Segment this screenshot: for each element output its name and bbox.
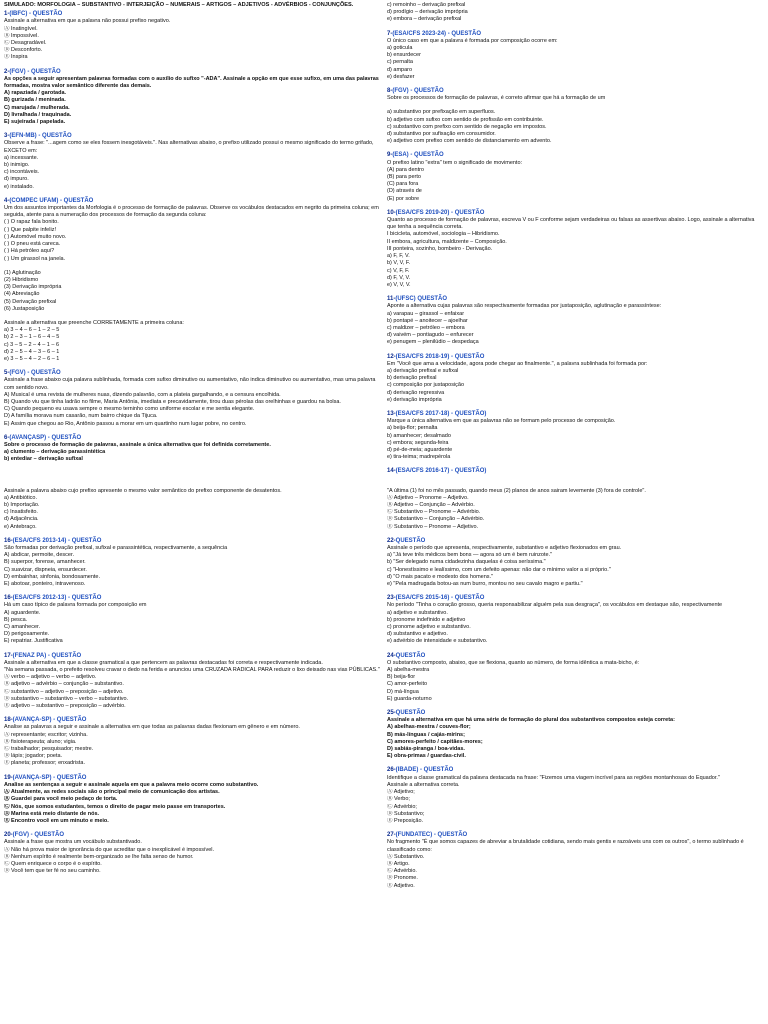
question-line: d) substantivo por sufixação em consumidor. [387, 131, 496, 138]
spacer [387, 81, 763, 88]
question-number: 8- [387, 88, 393, 95]
question-source: (ESA/CFS 2017-18) - QUESTÃO) [395, 410, 487, 417]
question-line: Ⓑ Artigo. [387, 860, 410, 867]
question-number: 2- [4, 68, 10, 75]
question-line: Ⓐ representante; escritor; vizinha. [4, 731, 88, 738]
question-heading [4, 69, 380, 76]
question-line: D) embainhar, sinfonia, bondosamente. [4, 573, 101, 580]
question-line: Ⓓ Substantivo – Conjunção – Advérbio. [387, 516, 485, 523]
spacer [4, 263, 380, 270]
question-line: ( ) Que palpite infeliz! [4, 226, 56, 233]
spacer [387, 404, 763, 411]
question-line: A) abelhas-mestra / couves-flor; [387, 724, 471, 731]
question-line: b) 2 – 3 – 1 – 6 – 4 – 5 [4, 334, 60, 341]
question-statement: Assinale a frase abaixo cuja palavra sublinhada, formada com sufixo diminutivo ou aumentativo, não indica diminutivo ou aumentativo, mas uma palavra com sentido novo. [4, 377, 376, 391]
question-line: d) substantivo e adjetivo. [387, 631, 448, 638]
question-line: A) aguardente. [4, 609, 41, 616]
question-line: d) amparo [387, 66, 413, 73]
question-source: QUESTÃO [395, 537, 426, 544]
question-line: a) substantivo por prefixação em superfluos. [387, 109, 496, 116]
question-line: e) derivação imprópria [387, 396, 442, 403]
question-line: Assinale o período que apresenta, respectivamente, substantivo e adjetivo flexionados em grau. [387, 545, 622, 551]
question-number: 11- [387, 296, 396, 303]
question-line: ( ) O rapaz fala bonito. [4, 219, 59, 226]
question-statement: As opções a seguir apresentam palavras formadas com o auxílio do sufixo "-ADA". Assinale a opção em que esse sufixo, em uma das palavras formadas, mostra valor semântico diferente das demais. [4, 75, 379, 90]
question-source: (EFN-MB) - QUESTÃO [9, 133, 72, 140]
question-line: (B) para perto [387, 174, 421, 181]
question-heading [387, 88, 763, 95]
question-line: Ⓒ Nós, que somos estudantes, temos o direito de pagar meio passe em transportes. [4, 803, 226, 810]
question-line: (3) Derivação imprópria [4, 284, 62, 291]
question-line: (2) Hibridismo [4, 276, 39, 283]
question-line: Ⓒ Substantivo – Pronome – Advérbio. [387, 509, 481, 516]
spacer [4, 428, 380, 435]
question-line: Assinale a alternativa em que há uma série de formação do plural dos substantivos compostos esteja correta: [387, 717, 675, 724]
question-line: b) amanhecer; desalmado [387, 432, 451, 439]
question-line: Ⓑ fisioterapeuta; aluno; vigia. [4, 738, 77, 745]
question-line: B) beija-flor [387, 674, 416, 681]
question-line: I bicicleta, automóvel, sociologia – Hibridismo. [387, 231, 500, 238]
question-number: 23- [387, 595, 396, 602]
question-line: Ⓒ Advérbio. [387, 868, 417, 875]
question-line: Ⓐ Adjetivo – Pronome – Adjetivo. [387, 494, 469, 501]
question-source: (UFSC) QUESTÃO [395, 296, 448, 303]
question-source: (FGV) - QUESTÃO [9, 370, 61, 377]
question-number: 10- [387, 209, 396, 216]
question-line: c) pernalta [387, 59, 413, 66]
left-column [4, 2, 380, 875]
question-heading [4, 832, 380, 839]
question-line: A) abelha-mestra [387, 667, 430, 674]
question-line: Ⓐ Inatingível. [4, 25, 38, 32]
question-line: Ⓔ Substantivo – Pronome – Adjetivo. [387, 523, 479, 530]
question-line: Assinale a alternativa que preenche CORRETAMENTE a primeira coluna: [4, 319, 184, 326]
question-line: Ⓔ Adjetivo. [387, 882, 415, 889]
question-source: (ESA) - QUESTÃO [392, 152, 444, 159]
question-heading [4, 717, 380, 724]
question-line: Ⓑ Guardei para você meio pedaço de torta. [4, 796, 118, 803]
question-line: d) impuro. [4, 176, 29, 183]
question-heading [4, 653, 380, 660]
question-line: (C) para fora [387, 181, 419, 188]
question-line: Assinale a alternativa em que a palavra não possui prefixo negativo. [4, 18, 171, 25]
question-line: O substantivo composto, abaixo, que se flexiona, quanto ao número, de forma idêntica a mata-bicho, é: [387, 659, 640, 666]
question-line: E) obra-primas / guardas-civil. [387, 753, 466, 760]
question-number: 26- [387, 767, 396, 774]
question-line: a) "Já teve três médicos bem bons — agora só um é bem ruinzote." [387, 552, 553, 559]
question-line: e) advérbio de intensidade e substantivo. [387, 638, 488, 645]
spacer [4, 768, 380, 775]
question-line: (6) Justaposição [4, 305, 45, 312]
question-line: a) derivação prefixal e sufixal [387, 367, 459, 374]
question-line: Ⓒ Advérbio; [387, 803, 417, 810]
question-number: 7- [387, 30, 393, 37]
question-heading [387, 31, 763, 38]
question-heading [4, 133, 380, 140]
question-line: b) adjetivo com sufixo com sentido de profissão em contribuinte. [387, 116, 544, 123]
question-number: 18- [4, 717, 13, 724]
question-line: e) embora – derivação prefixal [387, 16, 462, 23]
question-statement: B) Quando viu que tinha ladrão no filme, Maria Antônia, imediata e precavidamente, tirou duas pérolas das orelhinhas e guardou na bolsa. [4, 398, 341, 405]
question-line: Ⓓ Você tem que ter fé no seu caminho. [4, 868, 101, 875]
question-source: (ESA/CFS 2015-16) - QUESTÃO [395, 595, 485, 602]
spacer [387, 102, 763, 109]
question-line: Assinale a palavra abaixo cujo prefixo apresente o mesmo valor semântico do prefixo componente de desatentos. [4, 487, 282, 494]
question-line: Ⓑ Verbo; [387, 796, 410, 803]
spacer [387, 347, 763, 354]
question-number: 1- [4, 11, 10, 18]
question-line: c) remoinho – derivação prefixal [387, 2, 466, 8]
question-line: e) Antebraço. [4, 523, 37, 530]
question-line: (D) através de [387, 188, 422, 195]
question-number: 14- [387, 468, 396, 475]
question-source: QUESTÃO [395, 710, 426, 717]
spacer [387, 203, 763, 210]
question-line: E) Assim que chegou ao Rio, Antônio passou a morar em um quartinho num lugar pobre, no centro. [4, 420, 247, 427]
question-line: Sobre o processo de formação de palavras, assinale a única alternativa que foi definida corretamente. [4, 441, 271, 448]
question-source: (AVANÇA-SP) - QUESTÃO [12, 774, 87, 781]
question-line: III ponteira, sozinho, bombeiro - Derivação. [387, 245, 493, 252]
question-line: Ⓐ Adjetivo; [387, 789, 415, 796]
question-statement: No fragmento "É que somos capazes de abreviar a brutalidade cotidiana, sendo mais gentis e razoáveis uns com os outros", o termo sublinhado é classificado como: [387, 839, 744, 853]
question-line: Ⓓ Pronome. [387, 875, 418, 882]
question-number: 12- [387, 353, 396, 360]
question-line: c) "Honestíssimo e lealíssimo, com um defeito apenas: não dar o mínimo valor a si próprio." [387, 566, 611, 573]
spacer [387, 646, 763, 653]
question-line: Analise as sentenças a seguir e assinale aquela em que a palavra meio ocorre como substantivo. [4, 781, 259, 788]
question-number: 13- [387, 410, 396, 417]
question-heading [4, 538, 380, 545]
question-source: (ESA/CFS 2016-17) - QUESTÃO) [395, 468, 487, 475]
question-line: c) 3 – 5 – 2 – 4 – 1 – 6 [4, 341, 60, 348]
question-heading [387, 152, 763, 159]
question-statement: Quanto ao processo de formação de palavras, escreva V ou F conforme sejam verdadeiras ou falsas as assertivas abaixo. Logo, assinale a alternativa que tenha a sequência correta. [387, 217, 755, 231]
question-source: (ESA/CFS 2019-20) - QUESTÃO [395, 209, 485, 216]
question-line: São formadas por derivação prefixal, sufixal e parassintética, respectivamente, a sequência [4, 545, 228, 551]
question-source: (FGV) - QUESTÃO [9, 68, 61, 75]
question-line: Sobre os processos de formação de palavras, é correto afirmar que há a formação de um [387, 95, 606, 102]
question-number: 20- [4, 832, 13, 839]
question-line: a) adjetivo e substantivo. [387, 609, 448, 616]
question-statement: No período "Tinha o coração grosso, queria responsabilizar alguém pela sua desgraça", os vocábulos em destaque são, respectivamente [387, 602, 723, 609]
question-number: 22- [387, 537, 396, 544]
spacer [387, 531, 763, 538]
question-line: e) penugem – plenilúdio – despedaça [387, 339, 479, 346]
question-line: C) amores-perfeito / capitães-mores; [387, 738, 483, 745]
question-statement: Analise as palavras a seguir e assinale a alternativa em que todas as palavras dadas flexionam em gênero e em número. [4, 724, 300, 731]
question-line: e) instalado. [4, 183, 34, 190]
question-line: A) Musical é uma revista de mulheres nuas, dizendo palavrão, com a plateia gargalhando, e a censura encolhida. [4, 391, 281, 398]
question-line: Ⓔ planeta; professor; enxadrista. [4, 760, 86, 767]
question-line: Assinale a alternativa correta. [387, 781, 460, 788]
question-heading [387, 468, 763, 475]
question-source: (FGV) - QUESTÃO [12, 832, 65, 839]
question-source: (AVANÇA-SP) - QUESTÃO [12, 717, 87, 724]
question-line: e) "Pela madrugada botou-as num burro, montou no seu cavalo magro e partiu." [387, 581, 583, 588]
question-heading [387, 767, 763, 774]
question-line: e) adjetivo com prefixo com sentido de distanciamento em advento. [387, 138, 552, 145]
question-heading [387, 296, 763, 303]
question-line: O prefixo latino "extra" tem o significado de movimento: [387, 159, 523, 166]
question-line: b) "Ser delegado numa cidadezinha daquelas é coisa seríssima." [387, 559, 546, 566]
question-number: 9- [387, 152, 393, 159]
spacer [387, 703, 763, 710]
spacer [4, 464, 380, 476]
question-line: B) pesca. [4, 616, 28, 623]
question-line: Ⓐ verbo – adjetivo – verbo – adjetivo. [4, 674, 97, 681]
spacer [4, 191, 380, 198]
question-number: 24- [387, 652, 396, 659]
question-heading [4, 11, 380, 18]
question-line: Ⓒ Quem enriquece o corpo é o espírito. [4, 860, 102, 867]
spacer [4, 62, 380, 69]
question-line: c) embora; segunda-feira [387, 439, 449, 446]
question-line: d) derivação regressiva [387, 389, 445, 396]
question-line: c) V, F, F. [387, 267, 410, 274]
question-line: Marque a única alternativa em que as palavras não se formam pelo processo de composição. [387, 418, 616, 425]
question-line: Ⓓ Marina está meio distante de nós. [4, 810, 100, 817]
question-line: ( ) O pneu está careca. [4, 241, 61, 248]
question-source: (ESA/CFS 2012-13) - QUESTÃO [12, 595, 102, 602]
question-line: (1) Aglutinação [4, 269, 41, 276]
question-line: d) Adjacência. [4, 516, 39, 523]
question-number: 6- [4, 434, 10, 441]
question-line: d) pé-de-meia; aguardente [387, 446, 453, 453]
question-heading [4, 435, 380, 442]
question-line: b) pronome indefinido e adjetivo [387, 616, 466, 623]
question-line: e) V, V, V. [387, 281, 411, 288]
question-line: II embora, agricultura, maldizente – Composição. [387, 238, 507, 245]
question-source: (AVANÇASP) - QUESTÃO [9, 434, 82, 441]
question-line: a) beija-flor; pernalta [387, 425, 438, 432]
question-line: E) abotoar, ponteiro, intravenoso. [4, 581, 86, 588]
question-number: 27- [387, 832, 396, 839]
question-number: 25- [387, 710, 396, 717]
question-line: Ⓐ Atualmente, as redes sociais são o principal meio de comunicação dos artistas. [4, 789, 220, 796]
question-line: O único caso em que a palavra é formada por composição ocorre em: [387, 37, 558, 44]
question-heading [387, 354, 763, 361]
question-heading [4, 595, 380, 602]
question-heading [387, 411, 763, 418]
question-heading [4, 198, 380, 205]
question-line: d) 2 – 5 – 4 – 3 – 6 – 1 [4, 348, 60, 355]
right-column [387, 2, 763, 890]
question-line: d) "O mais pacato e modesto dos homens." [387, 573, 494, 580]
question-line: b) ensurdecer [387, 52, 421, 59]
question-line: c) maldizer – petróleo – embora [387, 324, 465, 331]
question-line: Ⓑ adjetivo – advérbio – conjunção – substantivo. [4, 681, 124, 688]
question-statement: "Na semana passada, o prefeito resolveu cravar o dedo na ferida e anunciou uma CRUZADA RADICAL PARA reduzir o lixo deixado nas vias PÚBLICAS." [4, 667, 380, 674]
question-line: a) clumento – derivação parassintética [4, 449, 106, 456]
question-heading [387, 210, 763, 217]
right-question-flow [387, 2, 763, 890]
question-line: D) livralhada / traquinada. [4, 111, 72, 118]
question-line: ( ) Há petróleo aqui? [4, 248, 55, 255]
question-source: (IBADE) - QUESTÃO [395, 767, 454, 774]
spacer [4, 313, 380, 320]
question-line: Ⓑ Impossível. [4, 32, 39, 39]
question-line: Ⓔ Preposição. [387, 817, 424, 824]
question-line: c) pronome adjetivo e substantivo. [387, 624, 471, 631]
question-line: b) entediar – derivação sufixal [4, 456, 83, 463]
question-heading [387, 538, 763, 545]
question-line: C) amor-perfeito [387, 681, 428, 688]
question-source: (FENAZ PA) - QUESTÃO [12, 652, 82, 659]
spacer [4, 531, 380, 538]
question-line: A) abdicar, permoite, descer. [4, 552, 75, 559]
question-line: c) Insatisfeito. [4, 509, 38, 516]
question-number: 3- [4, 133, 10, 140]
question-line: b) derivação prefixal [387, 375, 437, 382]
question-line: B) más-línguas / cajás-mirins; [387, 731, 465, 738]
question-line: E) guarda-noturno [387, 695, 432, 702]
question-source: (IBFC) - QUESTÃO [9, 11, 63, 18]
question-line: ( ) Um girassol na janela. [4, 255, 66, 262]
question-number: 16- [4, 595, 13, 602]
question-line: (5) Derivação prefixal [4, 298, 57, 305]
question-line: D) sabiás-piranga / boa-vidas. [387, 746, 465, 753]
question-line: (4) Abreviação [4, 291, 40, 298]
question-line: e) tira-teima; madrepérola [387, 454, 451, 461]
question-line: B) superpor, forense, amanhecer. [4, 559, 86, 566]
question-line: Ⓒ Desagradável. [4, 40, 47, 47]
question-heading [387, 595, 763, 602]
question-source: (ESA/CFS 2023-24) - QUESTÃO [392, 30, 482, 37]
question-line: Ⓔ Inspira [4, 54, 28, 61]
question-line: e) desfazer [387, 73, 415, 80]
question-line: Ⓐ Substantivo. [387, 853, 425, 860]
question-source: (ESA/CFS 2018-19) - QUESTÃO [395, 353, 485, 360]
document-title: SIMULADO: MORFOLOGIA – SUBSTANTIVO - INTERJEIÇÃO – NUMERAIS – ARTIGOS – ADJETIVOS - ADVÉRBIOS - CONJUNÇÕES. [4, 2, 354, 8]
question-statement: Assinale a alternativa em que a classe gramatical a que pertencem as palavras destacadas foi correta e respectivamente indicada. [4, 659, 323, 666]
question-source: (ESA/CFS 2013-14) - QUESTÃO [12, 537, 102, 544]
question-line: E) repatriar. Justificativa [4, 638, 63, 645]
question-line: a) incessante. [4, 154, 39, 161]
question-source: (FGV) - QUESTÃO [392, 88, 444, 95]
question-line: C) Quando pequeno eu usava sempre o mesmo terninho como uniforme escolar e me sentia elegante. [4, 406, 255, 413]
question-number: 16- [4, 537, 13, 544]
question-line: c) substantivo com prefixo com sentido de negação em impostos. [387, 123, 547, 130]
question-line: d) vaivém – pontiagudo – enfurecer [387, 332, 474, 339]
question-line: Ⓒ substantivo – adjetivo – preposição – adjetivo. [4, 688, 124, 695]
question-line: Ⓓ Substantivo; [387, 810, 425, 817]
question-line: C) amanhecer. [4, 624, 41, 631]
question-number: 19- [4, 774, 13, 781]
spacer [4, 646, 380, 653]
question-line: Aponte a alternativa cujas palavras são respectivamente formadas por justaposição, aglutinação e parassíntese: [387, 303, 662, 310]
question-line: C) suavizar, dispneia, ensurdecer. [4, 566, 87, 573]
question-line: Ⓒ trabalhador; pesquisador; mestre. [4, 746, 94, 753]
question-line: a) F, F, V. [387, 253, 410, 260]
question-line: E) sujeirada / papelada. [4, 119, 66, 126]
question-line: b) pontapé – anoitecer – ajoelhar [387, 317, 468, 324]
question-line: Ⓓ Desconforto. [4, 47, 43, 54]
question-line: d) F, V, V. [387, 274, 411, 281]
question-line: b) Importação. [4, 501, 40, 508]
question-line: C) marujada / mulherada. [4, 104, 70, 111]
question-line: b) V, V, F. [387, 260, 411, 267]
question-heading [4, 370, 380, 377]
question-line: Ⓑ Nenhum espírito é realmente bem-organizado se lhe falta senso de humor. [4, 853, 194, 860]
question-line: Há um caso típico de palavra formada por composição em [4, 602, 147, 609]
question-statement: Observe a frase: "...agem como se eles fossem inesgotáveis.". Nas alternativas abaixo, o prefixo utilizado possui o mesmo significado do termo grifado, EXCETO em: [4, 140, 374, 154]
question-heading [387, 653, 763, 660]
left-question-flow [4, 11, 380, 875]
question-line: Ⓔ Encontro você em um minuto e meio. [4, 817, 109, 824]
question-line: Ⓐ Não há prova maior de ignorância do que acreditar que o inexplicável é impossível. [4, 846, 215, 853]
question-line: a) 3 – 4 – 6 – 1 – 2 – 5 [4, 327, 60, 334]
question-line: d) prodígio – derivação imprópria [387, 9, 468, 16]
question-line: a) goticula [387, 45, 413, 52]
question-number: 17- [4, 652, 13, 659]
question-line: Ⓔ adjetivo – substantivo – preposição – advérbio. [4, 703, 126, 710]
question-line: Ⓓ substantivo – substantivo – verbo – substantivo. [4, 695, 129, 702]
question-line: Ⓑ Adjetivo – Conjunção – Advérbio. [387, 501, 475, 508]
question-line: a) Antibiótico. [4, 494, 38, 501]
question-heading [4, 775, 380, 782]
question-source: QUESTÃO [395, 652, 426, 659]
question-source: (COMPEC UFAM) - QUESTÃO [9, 197, 94, 204]
question-line: e) 3 – 5 – 4 – 2 – 6 – 1 [4, 355, 60, 362]
question-line: Assinale a frase que mostra um vocábulo substantivado. [4, 839, 142, 846]
question-line: Em "Você que ama a velocidade, agora pode chegar ao finalmente.", a palavra sublinhada foi formada por: [387, 360, 648, 367]
question-line: "A última (1) foi no mês passado, quando meus (2) planos de anos sairam levemente (3) fora de controle". [387, 487, 646, 494]
question-line: ( ) Automóvel muito novo. [4, 233, 67, 240]
question-number: 4- [4, 197, 10, 204]
question-line: (E) por sobre [387, 195, 420, 202]
question-line: c) composição por justaposição [387, 382, 465, 389]
question-line: D) A família morava num casarão, num bairro chique da Tijuca. [4, 413, 158, 420]
question-line: D) perigosamente. [4, 631, 50, 638]
question-line: D) má-língua [387, 688, 419, 695]
question-line: Ⓓ lápis; jogador; poeta. [4, 753, 63, 760]
question-statement: Um dos assuntos importantes da Morfologia é o processo de formação de palavras. Observe os vocábulos destacados em negrito da primeira coluna; em seguida, atente para a numeração dos processos de formação da segunda coluna: [4, 205, 379, 219]
question-line: a) varapau – girassol – enfaixar [387, 310, 465, 317]
question-statement: Identifique a classe gramatical da palavra destacada na frase: "Fizemos uma viagem incrível para as regiões montanhosas do Equador." [387, 774, 720, 781]
spacer [387, 24, 763, 31]
spacer [4, 476, 380, 488]
question-line: (A) para dentro [387, 166, 424, 173]
question-heading [387, 710, 763, 717]
question-line: b) inimigo. [4, 162, 30, 169]
question-line: c) incontáveis. [4, 169, 40, 176]
question-line: A) rapaziada / garotada. [4, 90, 67, 97]
question-line: B) gurizada / meninada. [4, 97, 66, 104]
question-number: 5- [4, 370, 10, 377]
question-source: (FUNDATEC) - QUESTÃO [395, 832, 468, 839]
spacer [387, 476, 763, 488]
